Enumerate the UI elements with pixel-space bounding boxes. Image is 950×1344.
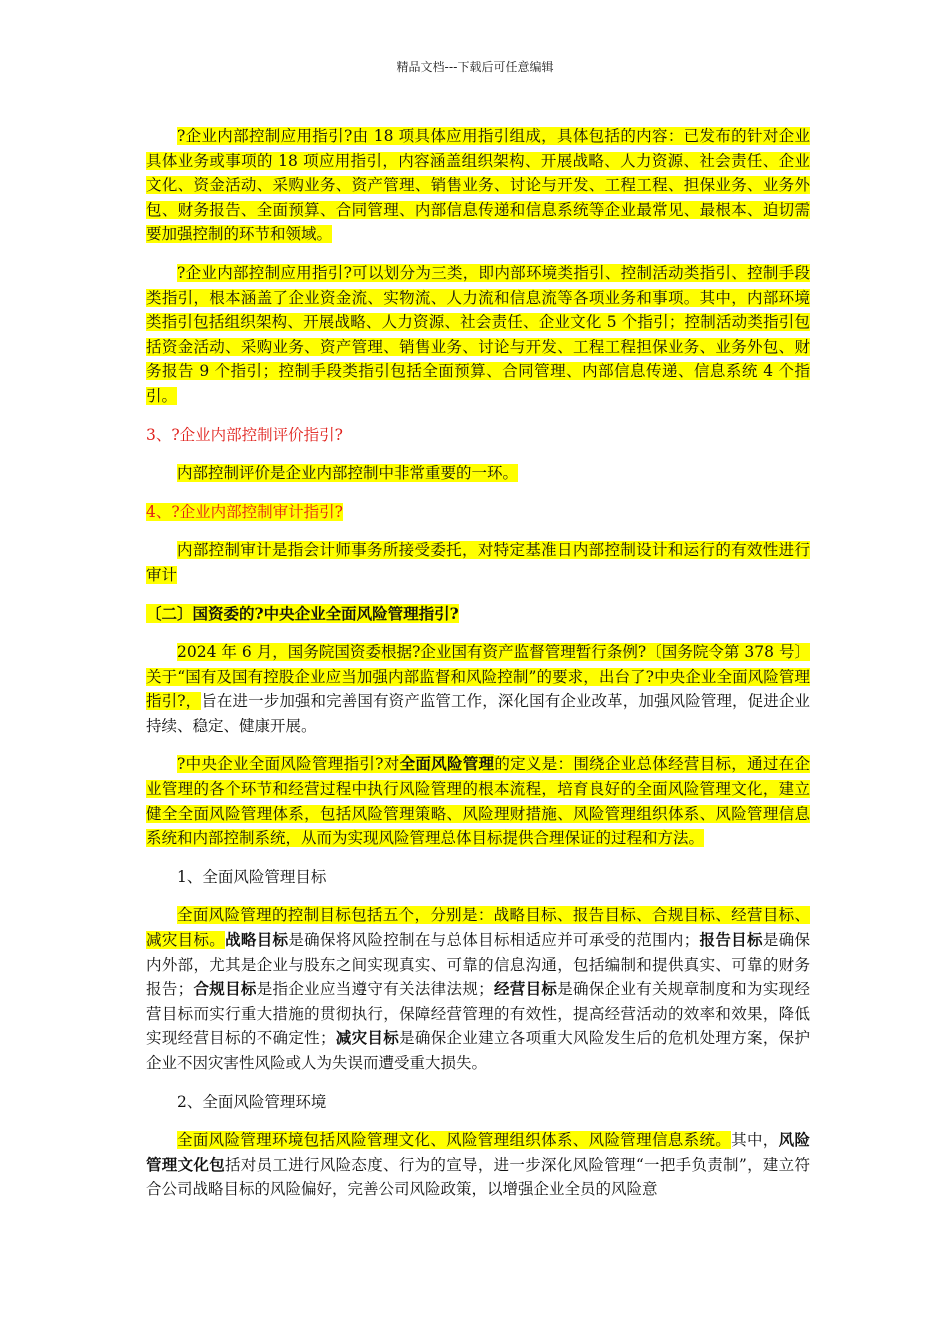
highlighted-text: 内部控制评价是企业内部控制中非常重要的一环。: [177, 464, 519, 483]
paragraph-risk-definition: [146, 752, 810, 850]
plain-text: 其中，: [731, 1131, 779, 1150]
heading-sasac-guideline: [146, 602, 810, 627]
paragraph-risk-environment: [146, 1128, 810, 1202]
heading-risk-environment: 2、全面风险管理环境: [177, 1092, 327, 1111]
heading-evaluation-guideline: 3、?企业内部控制评价指引?: [146, 425, 343, 444]
bold-term: 报告目标: [699, 930, 763, 950]
bold-term: 经营目标: [493, 979, 558, 999]
plain-text: 括对员工进行风险态度、行为的宣导，进一步深化风险管理“一把手负责制”，建立符合公司战略目标的风险偏好，完善公司风险政策，以增强企业全员的风险意: [146, 1155, 810, 1199]
document-body: [146, 124, 810, 1216]
plain-text: 是指企业应当遵守有关法律法规；: [256, 980, 494, 999]
plain-text: 是确保将风险控制在与总体目标相适应并可承受的范围内；: [288, 931, 700, 950]
bold-term: 风险管理文化包: [146, 1130, 810, 1174]
bold-term: 减灾目标: [335, 1028, 400, 1048]
paragraph-application-guidelines: [146, 124, 810, 247]
highlighted-text: 2024 年 6 月，国务院国资委根据?企业国有资产监督管理暂行条例?〔国务院令第 378 号〕关于“国有及国有控股企业应当加强内部监督和风险控制”的要求，出台了?中央企业全面风险管理指引?，: [146, 643, 810, 711]
highlighted-heading: 4、?企业内部控制审计指引?: [146, 502, 343, 521]
heading-risk-objectives: 1、全面风险管理目标: [177, 867, 327, 886]
highlighted-text: ?企业内部控制应用指引?可以划分为三类，即内部环境类指引、控制活动类指引、控制手段类指引，根本涵盖了企业资金流、实物流、人力流和信息流等各项业务和事项。其中，内部环境类指引包括组织架构、开展战略、人力资源、社会责任、企业文化 5 个指引；控制活动类指引包括资金活动、采购业务、资产管理、销售业务、讨论与开发、工程工程担保业务、业务外包、财务报告 9 个指引；控制手段类指引包括全面预算、合同管理、内部信息传递、信息系统 4 个指引。: [146, 263, 810, 405]
highlighted-text: 的定义是：围绕企业总体经营目标，通过在企业管理的各个环节和经营过程中执行风险管理的根本流程，培育良好的全面风险管理文化，建立健全全面风险管理体系，包括风险管理策略、风险理财措施、风险管理组织体系、风险管理信息系统和内部控制系统，从而为实现风险管理总体目标提供合理保证的过程和方法。: [146, 755, 810, 848]
paragraph-risk-objectives: [146, 903, 810, 1075]
paragraph-sasac-issuance: [146, 640, 810, 738]
bold-term: 全面风险管理: [399, 754, 495, 774]
heading-audit-guideline: [146, 500, 810, 525]
page-header: 精品文档---下载后可任意编辑: [396, 60, 554, 74]
bold-term: 合规目标: [193, 979, 257, 999]
plain-text: 是确保内外部，尤其是企业与股东之间实现真实、可靠的信息沟通，包括编制和提供真实、可靠的财务报告；: [146, 931, 810, 999]
highlighted-text: 全面风险管理的控制目标包括五个，分别是：战略目标、报告目标、合规目标、经营目标、减灾目标。: [146, 906, 810, 950]
highlighted-text: ?中央企业全面风险管理指引?对: [177, 755, 400, 774]
highlighted-text: 全面风险管理环境包括风险管理文化、风险管理组织体系、风险管理信息系统。: [177, 1131, 732, 1150]
plain-text: 旨在进一步加强和完善国有资产监管工作，深化国有企业改革，加强风险管理，促进企业持续、稳定、健康开展。: [146, 692, 810, 735]
paragraph-guideline-categories: [146, 261, 810, 409]
plain-text: 是确保企业建立各项重大风险发生后的危机处理方案，保护企业不因灾害性风险或人为失误而遭受重大损失。: [146, 1029, 810, 1072]
highlighted-heading: 〔二〕国资委的?中央企业全面风险管理指引?: [146, 603, 459, 623]
highlighted-text: 内部控制审计是指会计师事务所接受委托，对特定基准日内部控制设计和运行的有效性进行审计: [146, 541, 810, 584]
paragraph-evaluation: [146, 461, 810, 486]
bold-term: 战略目标: [225, 930, 289, 950]
paragraph-audit: [146, 538, 810, 587]
highlighted-text: ?企业内部控制应用指引?由 18 项具体应用指引组成，具体包括的内容：已发布的针对企业具体业务或事项的 18 项应用指引，内容涵盖组织架构、开展战略、人力资源、社会责任、企业文化、资金活动、采购业务、资产管理、销售业务、讨论与开发、工程工程、担保业务、业务外包、财务报告、全面预算、合同管理、内部信息传递和信息系统等企业最常见、最根本、迫切需要加强控制的环节和领域。: [146, 127, 810, 244]
plain-text: 是确保企业有关规章制度和为实现经营目标而实行重大措施的贯彻执行，保障经营管理的有效性，提高经营活动的效率和效果，降低实现经营目标的不确定性；: [146, 980, 810, 1048]
